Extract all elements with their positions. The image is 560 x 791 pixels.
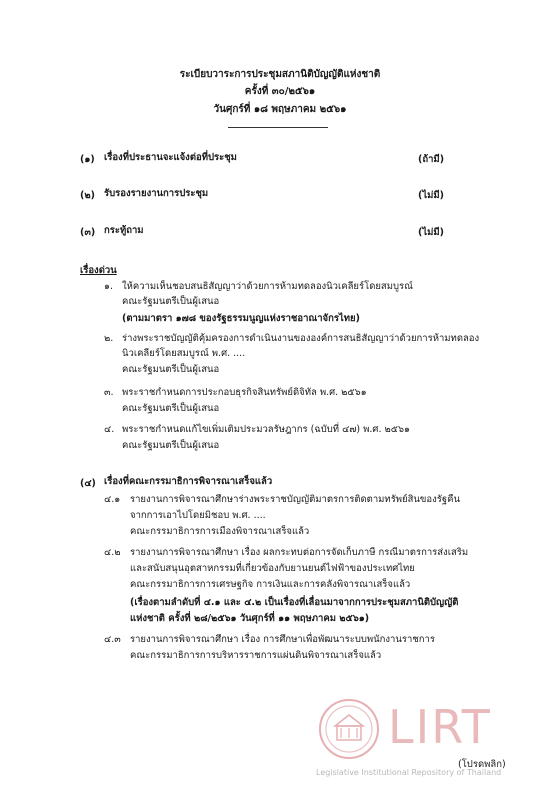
parliament-emblem-watermark xyxy=(318,698,380,760)
urgent-item-3-line-2: คณะรัฐมนตรีเป็นผู้เสนอ xyxy=(122,403,220,414)
urgent-item-4-number: ๔. xyxy=(104,424,115,435)
meeting-date: วันศุกร์ที่ ๑๘ พฤษภาคม ๒๕๖๑ xyxy=(213,104,347,115)
urgent-item-2-line-1: ร่างพระราชบัญญัติคุ้มครองการดำเนินงานขององค์การสนธิสัญญาว่าด้วยการห้ามทดลอง xyxy=(122,333,480,344)
urgent-item-1-number: ๑. xyxy=(104,281,114,292)
agenda-2-status: (ไม่มี) xyxy=(418,190,444,201)
item-4-2-note-line-1: (เรื่องตามลำดับที่ ๔.๑ และ ๔.๒ เป็นเรื่องที่เลื่อนมาจากการประชุมสภานิติบัญญัติ xyxy=(130,597,459,608)
item-4-1-number: ๔.๑ xyxy=(104,494,121,505)
item-4-2-note-line-2: แห่งชาติ ครั้งที่ ๒๘/๒๕๖๑ วันศุกร์ที่ ๑๑ พฤษภาคม ๒๕๖๑) xyxy=(130,613,370,624)
item-4-1-line-3: คณะกรรมาธิการการเมืองพิจารณาเสร็จแล้ว xyxy=(130,526,310,537)
item-4-3-number: ๔.๓ xyxy=(104,634,121,645)
agenda-2-title: รับรองรายงานการประชุม xyxy=(104,188,209,199)
item-4-2-number: ๔.๒ xyxy=(104,547,121,558)
header-divider xyxy=(228,127,328,128)
item-4-1-line-2: จากการเอาไปโดยมิชอบ พ.ศ. .... xyxy=(130,510,266,521)
urgent-item-2-line-2: นิวเคลียร์โดยสมบูรณ์ พ.ศ. .... xyxy=(122,348,246,359)
agenda-1-title: เรื่องที่ประธานจะแจ้งต่อที่ประชุม xyxy=(104,152,237,163)
agenda-3-number: (๓) xyxy=(80,227,96,238)
doc-title: ระเบียบวาระการประชุมสภานิติบัญญัติแห่งชาติ xyxy=(179,69,381,80)
item-4-1-line-1: รายงานการพิจารณาศึกษาร่างพระราชบัญญัติมาตรการติดตามทรัพย์สินของรัฐคืน xyxy=(130,494,460,505)
agenda-1-status: (ถ้ามี) xyxy=(418,154,445,165)
urgent-item-2-line-3: คณะรัฐมนตรีเป็นผู้เสนอ xyxy=(122,364,220,375)
item-4-2-line-3: คณะกรรมาธิการการเศรษฐกิจ การเงินและการคลังพิจารณาเสร็จแล้ว xyxy=(130,579,411,590)
urgent-item-3-line-1: พระราชกำหนดการประกอบธุรกิจสินทรัพย์ดิจิทัล พ.ศ. ๒๕๖๑ xyxy=(122,387,367,398)
meeting-number: ครั้งที่ ๓๐/๒๕๖๑ xyxy=(244,86,316,97)
agenda-3-title: กระทู้ถาม xyxy=(104,225,144,236)
urgent-item-2-number: ๒. xyxy=(104,333,114,344)
urgent-heading: เรื่องด่วน xyxy=(80,265,117,276)
item-4-2-line-1: รายงานการพิจารณาศึกษา เรื่อง ผลกระทบต่อการจัดเก็บภาษี กรณีมาตรการส่งเสริม xyxy=(130,547,469,558)
urgent-item-1-line-1: ให้ความเห็นชอบสนธิสัญญาว่าด้วยการห้ามทดลองนิวเคลียร์โดยสมบูรณ์ xyxy=(122,281,413,292)
section-4-number: (๔) xyxy=(80,478,96,489)
urgent-item-1-note: (ตามมาตรา ๑๗๘ ของรัฐธรรมนูญแห่งราชอาณาจักรไทย) xyxy=(122,313,360,324)
agenda-3-status: (ไม่มี) xyxy=(418,227,444,238)
agenda-1-number: (๑) xyxy=(80,154,95,165)
item-4-2-line-2: และสนับสนุนอุตสาหกรรมที่เกี่ยวข้องกับยานยนต์ไฟฟ้าของประเทศไทย xyxy=(130,563,415,574)
section-4-title: เรื่องที่คณะกรรมาธิการพิจารณาเสร็จแล้ว xyxy=(104,476,273,487)
urgent-item-1-line-2: คณะรัฐมนตรีเป็นผู้เสนอ xyxy=(122,296,220,307)
urgent-item-3-number: ๓. xyxy=(104,387,114,398)
urgent-item-4-line-2: คณะรัฐมนตรีเป็นผู้เสนอ xyxy=(122,440,220,451)
agenda-2-number: (๒) xyxy=(80,190,95,201)
urgent-item-4-line-1: พระราชกำหนดแก้ไขเพิ่มเติมประมวลรัษฎากร (ฉบับที่ ๔๗) พ.ศ. ๒๕๖๑ xyxy=(122,424,411,435)
lirt-watermark-logo: LIRT xyxy=(388,700,492,754)
lirt-watermark-subtitle: Legislative Institutional Repository of Thailand xyxy=(316,768,502,777)
item-4-3-line-2: คณะกรรมาธิการการบริหารราชการแผ่นดินพิจารณาเสร็จแล้ว xyxy=(130,650,382,661)
please-turn-over: (โปรดพลิก) xyxy=(458,759,506,770)
item-4-3-line-1: รายงานการพิจารณาศึกษา เรื่อง การศึกษาเพื่อพัฒนาระบบพนักงานราชการ xyxy=(130,634,435,645)
